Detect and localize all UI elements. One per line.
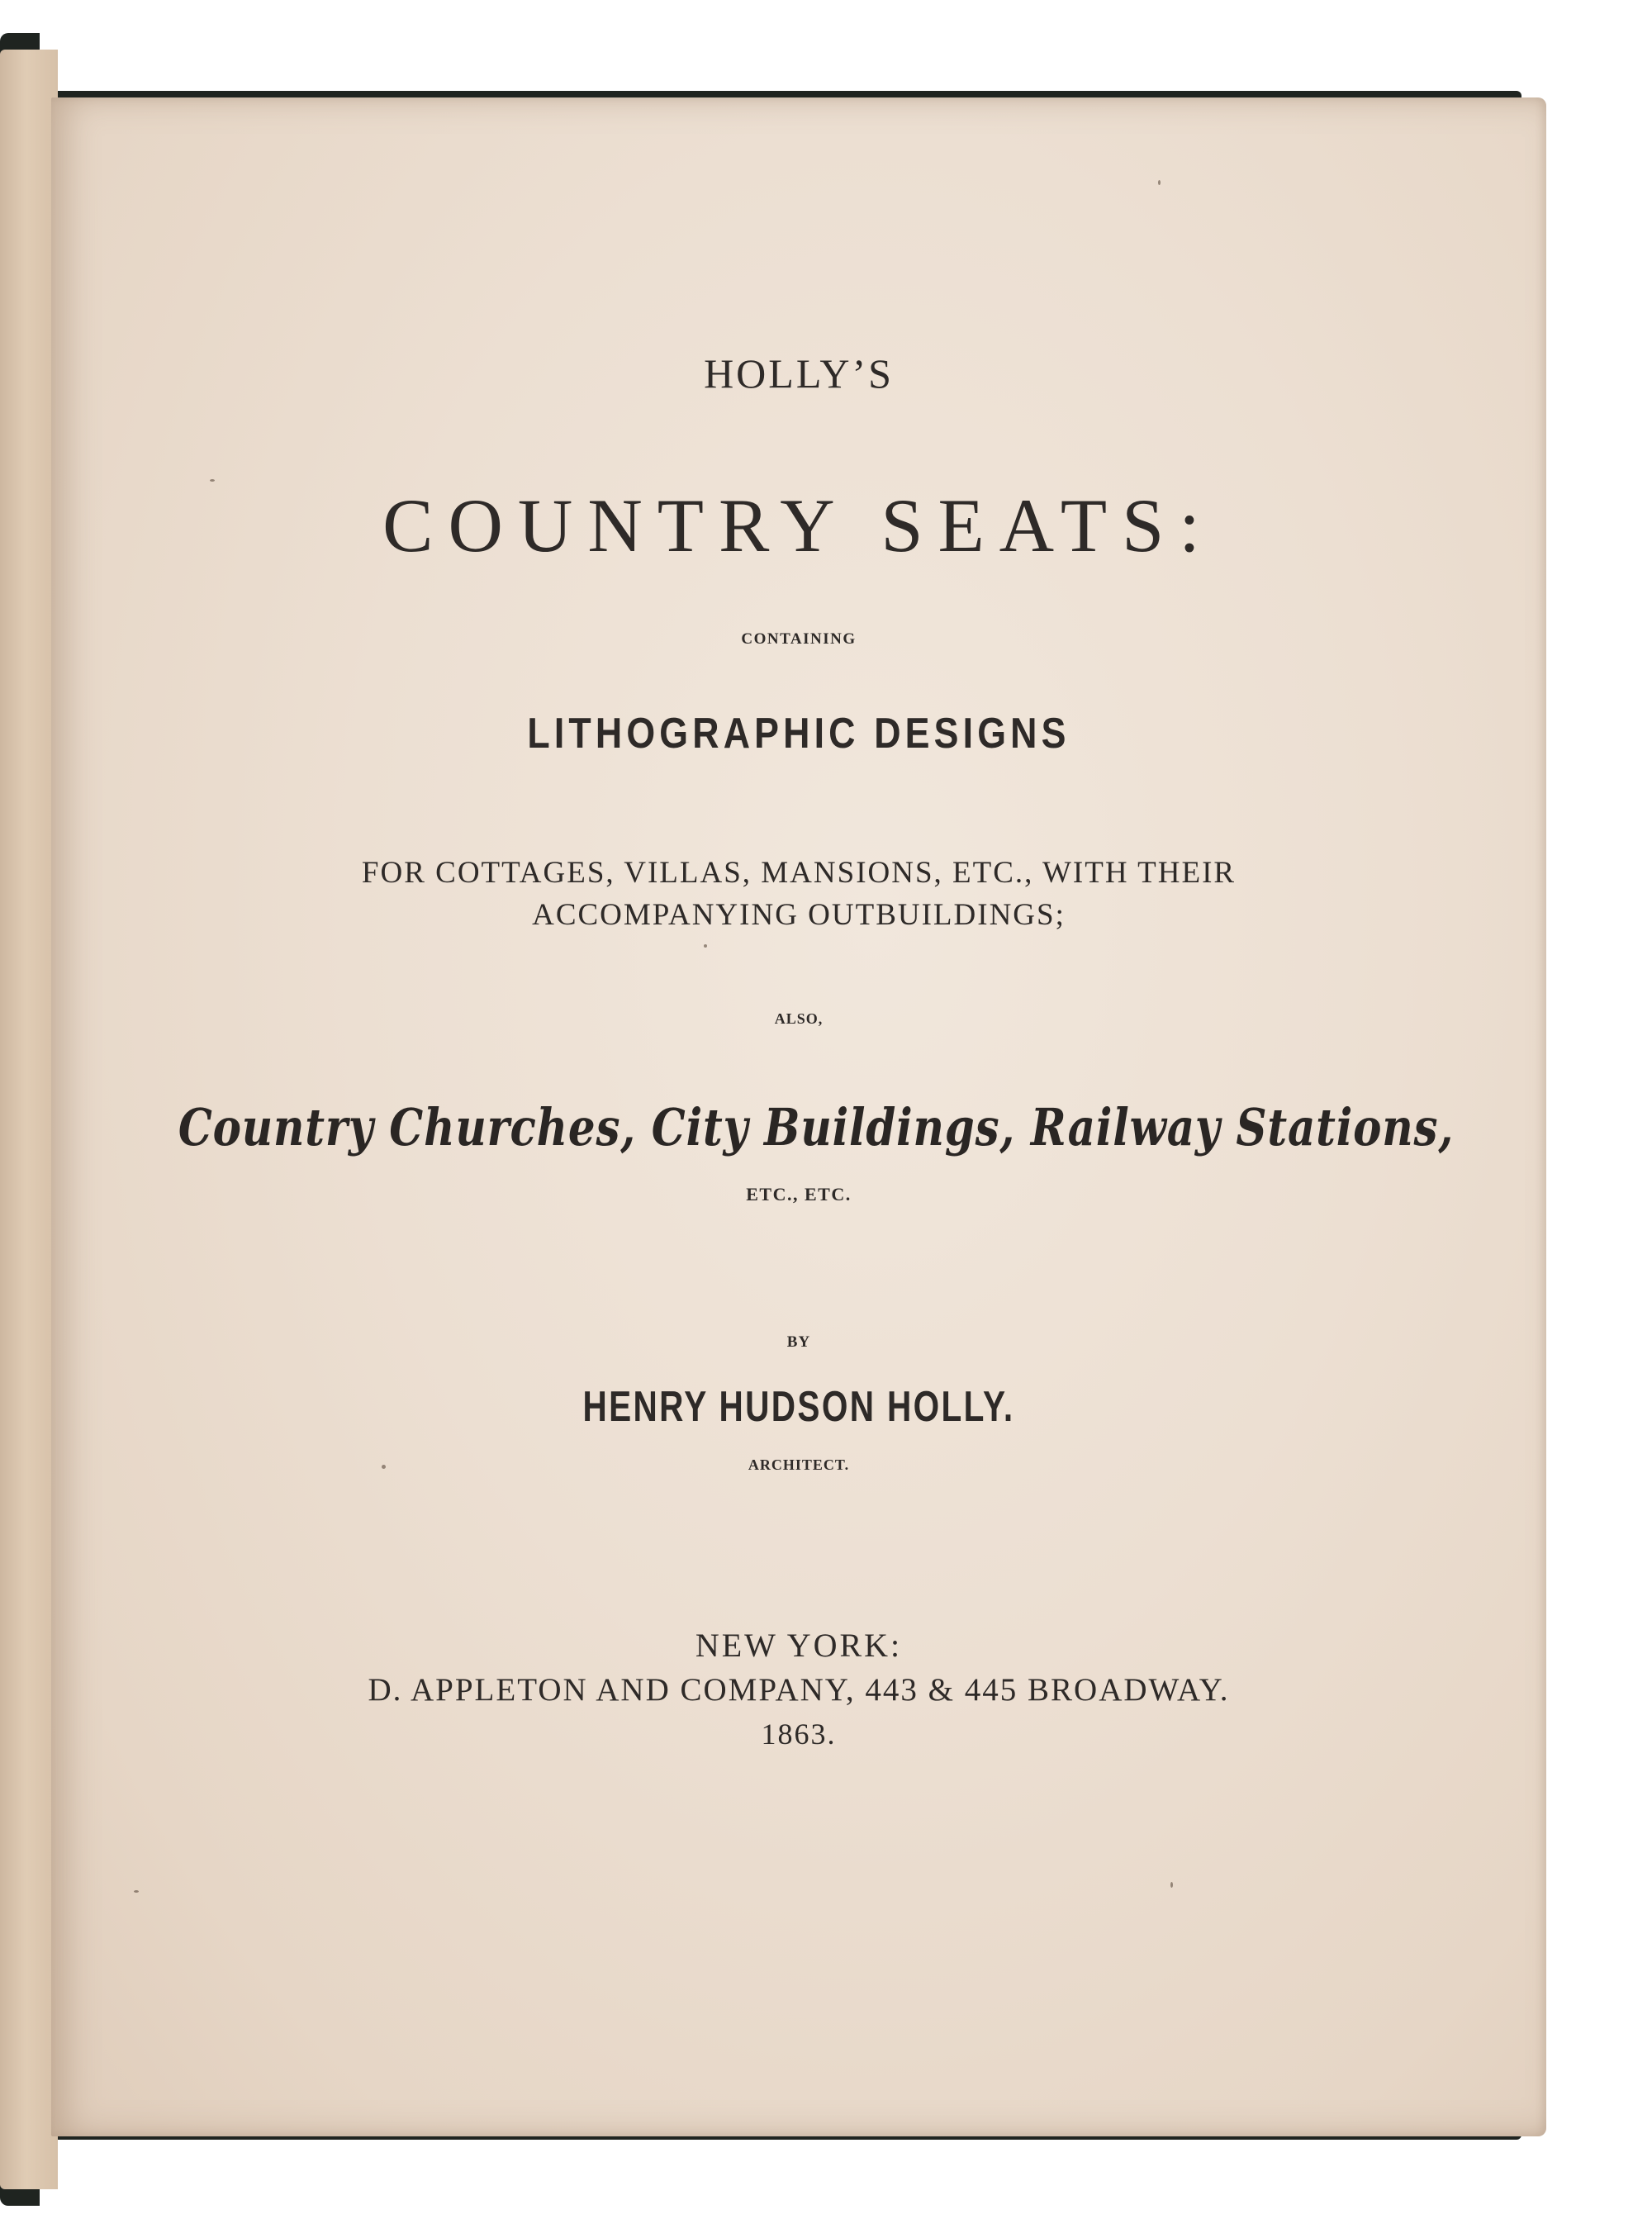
also-label: ALSO,: [774, 1010, 824, 1027]
paper-speck: [210, 479, 215, 482]
imprint-year: 1863.: [761, 1718, 837, 1751]
main-title: COUNTRY SEATS:: [382, 483, 1215, 568]
paper-speck: [1158, 180, 1161, 185]
paper-speck: [704, 944, 707, 948]
subject-heading: LITHOGRAPHIC DESIGNS: [527, 710, 1070, 758]
subtitle-line-2: ACCOMPANYING OUTBUILDINGS;: [532, 898, 1066, 932]
author-role: ARCHITECT.: [748, 1456, 850, 1473]
left-page-edge: [0, 50, 58, 2189]
title-page: [51, 97, 1546, 2136]
by-label: BY: [786, 1333, 811, 1351]
subtitle-line-1: FOR COTTAGES, VILLAS, MANSIONS, ETC., WITH THEIR: [361, 856, 1237, 890]
title-possessive: HOLLY’S: [704, 350, 894, 397]
etc-label: ETC., ETC.: [746, 1184, 852, 1205]
imprint-city: NEW YORK:: [695, 1627, 903, 1664]
paper-speck: [1170, 1882, 1173, 1888]
blackletter-line: Country Churches, City Buildings, Railway Stations,: [178, 1097, 1455, 1157]
paper-speck: [134, 1890, 139, 1893]
imprint-publisher: D. APPLETON AND COMPANY, 443 & 445 BROADWAY.: [368, 1672, 1230, 1708]
containing-label: CONTAINING: [741, 630, 857, 648]
paper-speck: [382, 1465, 386, 1469]
author-name: HENRY HUDSON HOLLY.: [582, 1383, 1015, 1431]
